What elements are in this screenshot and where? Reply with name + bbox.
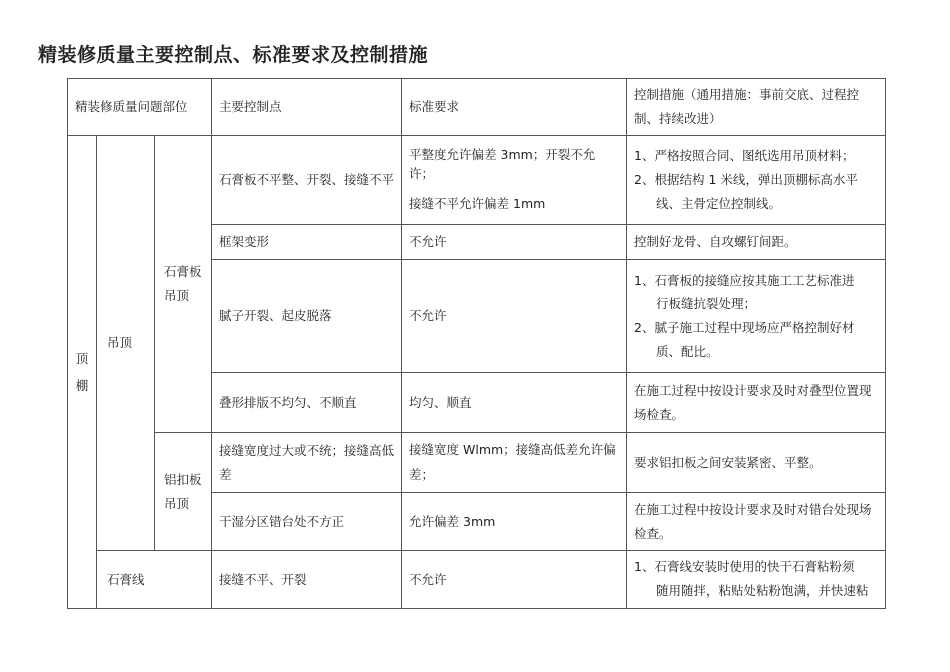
measure-cell: 1、严格按照合同、图纸选用吊顶材料； 2、根据结构 1 米线，弹出顶棚标高水平 线、主骨定位控制线。: [627, 136, 886, 225]
category-ceiling: [68, 136, 97, 609]
measure-cell: 1、石膏板的接缝应按其施工工艺标准进 行板缝抗裂处理； 2、腻子施工过程中现场应严格控制好材 质、配比。: [627, 260, 886, 373]
subcategory-suspended-ceiling: 吊顶: [97, 136, 155, 551]
header-standard: 标准要求: [402, 79, 627, 136]
quality-control-table: [67, 78, 886, 609]
standard-cell: 不允许: [402, 551, 627, 609]
control-point-cell: 框架变形: [212, 225, 402, 260]
subcategory-gypsum-line: 石膏线: [97, 551, 212, 609]
standard-cell: 不允许: [402, 260, 627, 373]
standard-cell: 接缝宽度 Wlmm；接缝高低差允许偏 差；: [402, 433, 627, 493]
category-ceiling-char: 棚: [75, 378, 89, 393]
control-point-cell: 接缝宽度过大或不统；接缝高低差: [212, 433, 402, 493]
type-gypsum-board-ceiling: 石膏板 吊顶: [155, 136, 212, 433]
measure-cell: 要求铝扣板之间安装紧密、平整。: [627, 433, 886, 493]
category-ceiling-char: 顶: [75, 350, 89, 366]
header-control-point: 主要控制点: [212, 79, 402, 136]
table-row: [68, 433, 886, 493]
measure-cell: 控制好龙骨、自攻螺钉间距。: [627, 225, 886, 260]
page-title: 精装修质量主要控制点、标准要求及控制措施: [38, 44, 429, 66]
standard-cell: 均匀、顺直: [402, 373, 627, 433]
control-point-cell: 腻子开裂、起皮脱落: [212, 260, 402, 373]
control-point-cell: 石膏板不平整、开裂、接缝不平: [212, 136, 402, 225]
header-part: 精装修质量问题部位: [68, 79, 212, 136]
control-point-cell: 干湿分区错台处不方正: [212, 493, 402, 551]
standard-cell: 平整度允许偏差 3mm；开裂不允许； 接缝不平允许偏差 1mm: [402, 136, 627, 225]
control-point-cell: 叠形排版不均匀、不顺直: [212, 373, 402, 433]
measure-cell: 在施工过程中按设计要求及时对叠型位置现场检查。: [627, 373, 886, 433]
type-aluminum-ceiling: 铝扣板 吊顶: [155, 433, 212, 551]
measure-cell: 1、石膏线安装时使用的快干石膏粘粉须 随用随拌，粘贴处粘粉饱满，并快速粘: [627, 551, 886, 609]
measure-cell: 在施工过程中按设计要求及时对错台处现场检查。: [627, 493, 886, 551]
table-row: [68, 551, 886, 609]
header-measures: 控制措施（通用措施：事前交底、过程控制、持续改进）: [627, 79, 886, 136]
standard-cell: 允许偏差 3mm: [402, 493, 627, 551]
header-row: [68, 79, 886, 136]
standard-cell: 不允许: [402, 225, 627, 260]
table-row: [68, 136, 886, 225]
control-point-cell: 接缝不平、开裂: [212, 551, 402, 609]
